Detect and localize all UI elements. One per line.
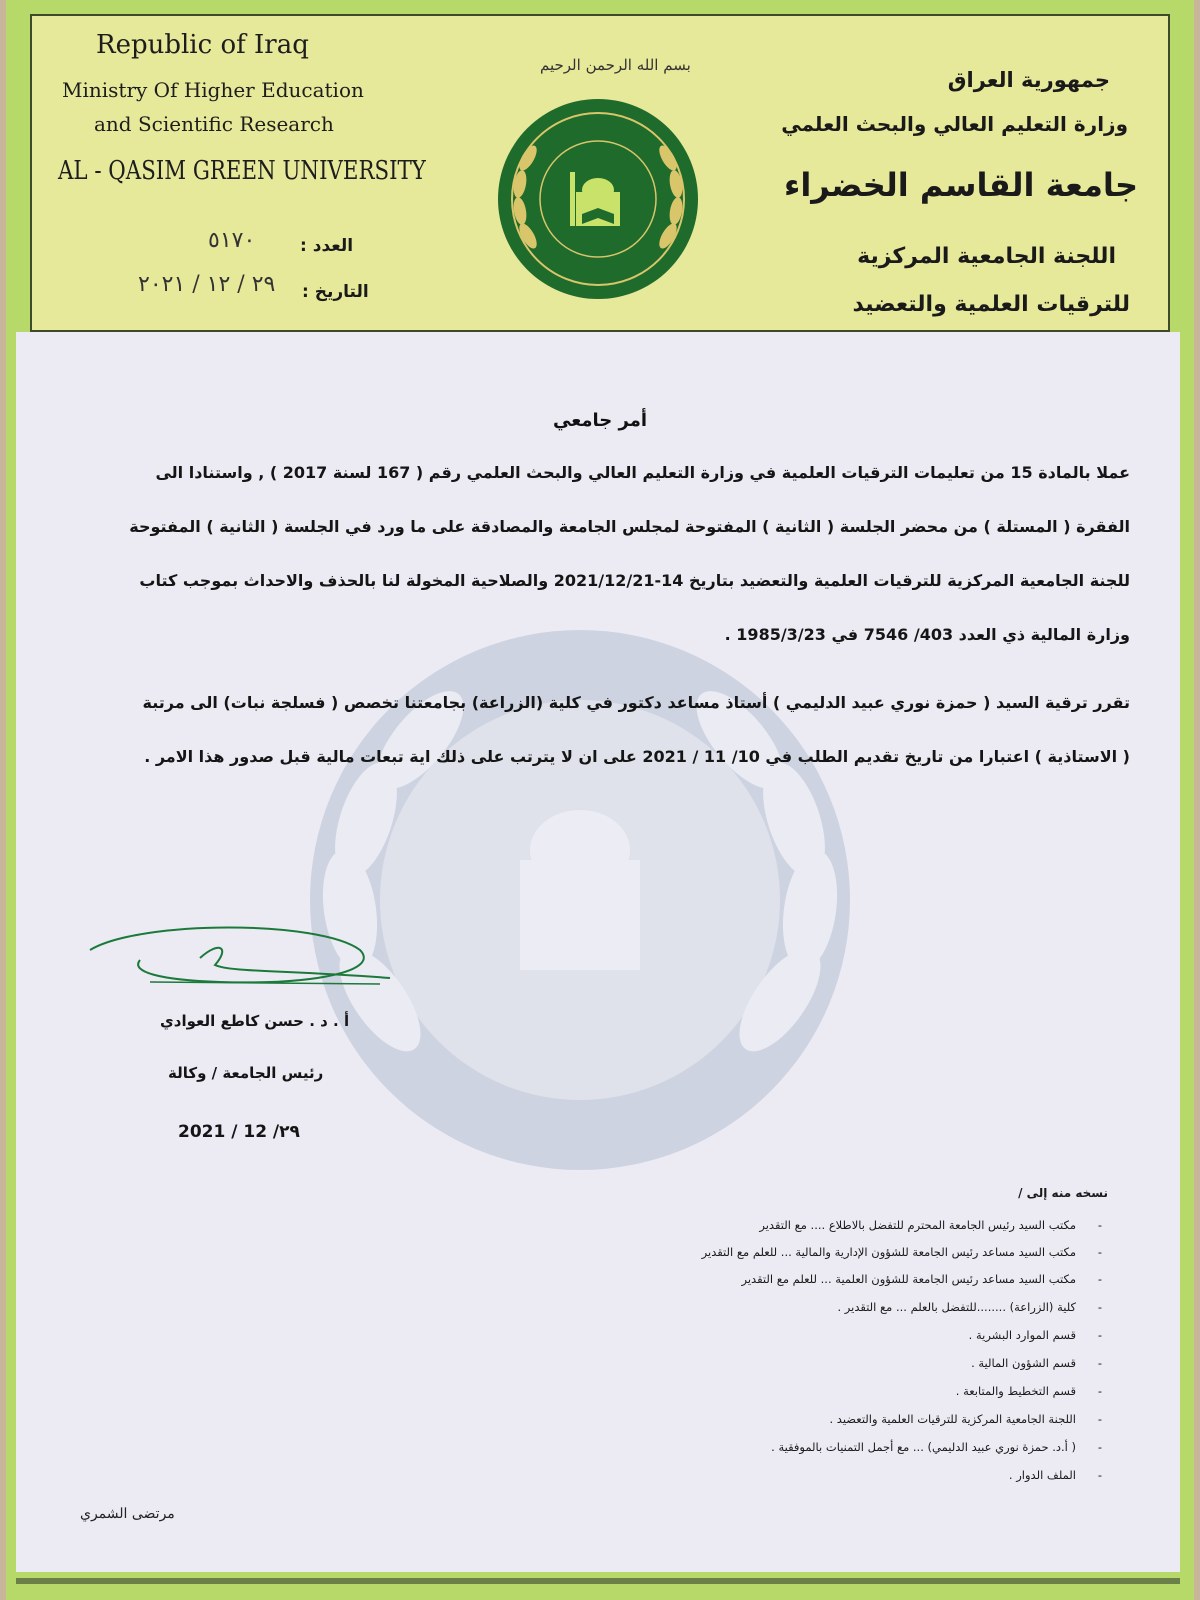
date-value: ٢٩ / ١٢ / ٢٠٢١ bbox=[138, 272, 276, 297]
handwritten-signature bbox=[80, 920, 400, 1010]
committee-ar-line2: للترقيات العلمية والتعضيد bbox=[852, 292, 1130, 317]
copy-item: -الملف الدوار . bbox=[1008, 1468, 1103, 1482]
copy-item: -مكتب السيد رئيس الجامعة المحترم للتفضل بالاطلاع .... مع التقدير bbox=[759, 1218, 1103, 1232]
paragraph-1-line: عملا بالمادة 15 من تعليمات الترقيات العلمية في وزارة التعليم العالي والبحث العلمي رقم ( 167 لسنة 2017 ) , واستنادا الى bbox=[155, 463, 1130, 482]
signatory-name: أ . د . حسن كاطع العوادي bbox=[160, 1012, 350, 1030]
copy-item: -مكتب السيد مساعد رئيس الجامعة للشؤون العلمية ... للعلم مع التقدير bbox=[741, 1272, 1103, 1286]
paragraph-2-line: ( الاستاذية ) اعتبارا من تاريخ تقديم الطلب في 10/ 11 / 2021 على ان لا يترتب على ذلك اية تبعات مالية قبل صدور هذا الامر . bbox=[144, 747, 1130, 766]
copy-item: -قسم الموارد البشرية . bbox=[968, 1328, 1103, 1342]
copy-item: -مكتب السيد مساعد رئيس الجامعة للشؤون الإدارية والمالية ... للعلم مع التقدير bbox=[701, 1245, 1103, 1259]
republic-ar: جمهورية العراق bbox=[947, 68, 1110, 92]
copy-item: -( أ.د. حمزة نوري عبيد الدليمي) ... مع أجمل التمنيات بالموفقية . bbox=[771, 1440, 1103, 1454]
bottom-strip bbox=[16, 1572, 1180, 1600]
paragraph-1-line: وزارة المالية ذي العدد 403/ 7546 في 1985/3/23 . bbox=[724, 625, 1130, 644]
ministry-en-line1: Ministry Of Higher Education bbox=[62, 78, 364, 102]
copies-heading: نسخه منه إلى / bbox=[1018, 1186, 1108, 1200]
university-en: AL - QASIM GREEN UNIVERSITY bbox=[58, 156, 426, 186]
signatory-title: رئيس الجامعة / وكالة bbox=[168, 1064, 324, 1082]
copy-item: -قسم الشؤون المالية . bbox=[971, 1356, 1103, 1370]
paragraph-1-line: الفقرة ( المستلة ) من محضر الجلسة ( الثانية ) المفتوحة لمجلس الجامعة والمصادقة على ما ورد في الجلسة ( الثانية ) المفتوحة bbox=[129, 517, 1130, 536]
university-ar: جامعة القاسم الخضراء bbox=[783, 166, 1138, 204]
letterhead bbox=[30, 14, 1170, 332]
paragraph-2-line: تقرر ترقية السيد ( حمزة نوري عبيد الدليمي ) أستاذ مساعد دكتور في كلية (الزراعة) بجامعتنا تخصص ( فسلجة نبات) الى مرتبة bbox=[142, 693, 1130, 712]
republic-en: Republic of Iraq bbox=[96, 30, 309, 60]
paragraph-2 bbox=[40, 676, 1130, 784]
signature-date: 2021 / 12 /٢٩ bbox=[178, 1122, 300, 1142]
order-title: أمر جامعي bbox=[552, 410, 648, 431]
copy-item: -كلية (الزراعة) ........للتفضل بالعلم ... مع التقدير . bbox=[837, 1300, 1103, 1314]
university-seal bbox=[490, 96, 706, 302]
number-value: ٥١٧٠ bbox=[208, 228, 256, 253]
number-label: العدد : bbox=[300, 236, 354, 256]
bottom-divider bbox=[16, 1578, 1180, 1584]
date-label: التاريخ : bbox=[302, 282, 369, 302]
basmala: بسم الله الرحمن الرحيم bbox=[540, 56, 691, 74]
copy-item: -اللجنة الجامعية المركزية للترقيات العلمية والتعضيد . bbox=[829, 1412, 1103, 1426]
paragraph-1 bbox=[40, 446, 1130, 662]
copy-item: -قسم التخطيط والمتابعة . bbox=[955, 1384, 1103, 1398]
paragraph-1-line: للجنة الجامعية المركزية للترقيات العلمية والتعضيد بتاريخ 14-2021/12/21 والصلاحية المخولة لنا بالحذف والاحداث بموجب كتاب bbox=[139, 571, 1130, 590]
ministry-en-line2: and Scientific Research bbox=[94, 112, 334, 136]
committee-ar-line1: اللجنة الجامعية المركزية bbox=[857, 244, 1116, 269]
ministry-ar: وزارة التعليم العالي والبحث العلمي bbox=[781, 112, 1128, 136]
typist-initials: مرتضى الشمري bbox=[80, 1506, 175, 1522]
